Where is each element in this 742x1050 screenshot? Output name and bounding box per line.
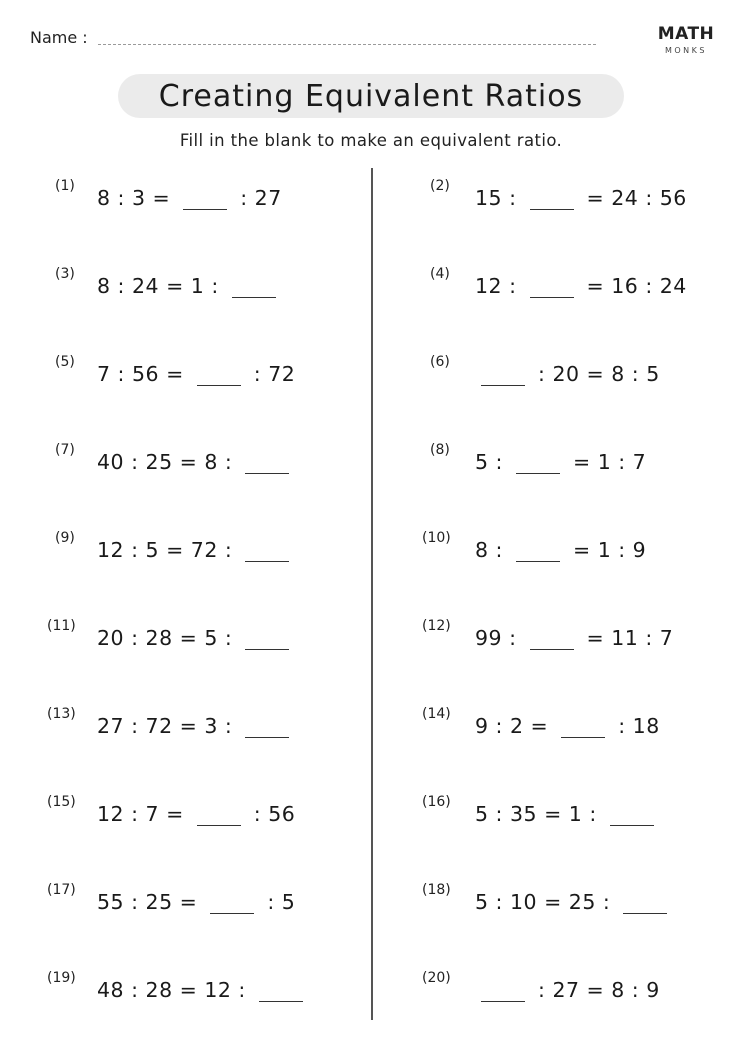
problem-expression	[97, 450, 295, 474]
expression-text: 8 : 3 =	[97, 186, 178, 210]
answer-blank[interactable]	[197, 365, 241, 386]
expression-text: 15 :	[475, 186, 524, 210]
expression-text: 5 :	[475, 450, 510, 474]
expression-text: = 1 : 7	[565, 450, 647, 474]
problem-number: (7)	[55, 442, 75, 458]
problem-number: (10)	[422, 530, 451, 546]
problem-number: (19)	[47, 970, 76, 986]
problem-expression	[475, 274, 687, 298]
expression-text: 12 :	[475, 274, 524, 298]
problem-expression	[475, 362, 660, 386]
name-field[interactable]	[98, 44, 596, 45]
problem-expression	[97, 362, 295, 386]
problem-expression	[97, 538, 295, 562]
expression-text: 5 : 10 = 25 :	[475, 890, 618, 914]
answer-blank[interactable]	[481, 981, 525, 1002]
answer-blank[interactable]	[245, 541, 289, 562]
answer-blank[interactable]	[245, 629, 289, 650]
problem-expression	[475, 626, 673, 650]
answer-blank[interactable]	[516, 541, 560, 562]
expression-text: 99 :	[475, 626, 524, 650]
problem-number: (6)	[430, 354, 450, 370]
expression-text: 5 : 35 = 1 :	[475, 802, 604, 826]
expression-text: : 20 = 8 : 5	[531, 362, 660, 386]
problem-number: (17)	[47, 882, 76, 898]
problem-expression	[97, 802, 295, 826]
expression-text: : 27	[233, 186, 282, 210]
problem-number: (11)	[47, 618, 76, 634]
answer-blank[interactable]	[210, 893, 254, 914]
math-monks-logo	[656, 26, 716, 55]
expression-text: = 1 : 9	[565, 538, 647, 562]
expression-text: 9 : 2 =	[475, 714, 556, 738]
expression-text: : 5	[260, 890, 296, 914]
answer-blank[interactable]	[197, 805, 241, 826]
logo-wordmark: MATH	[657, 24, 715, 44]
expression-text: 12 : 7 =	[97, 802, 191, 826]
problem-number: (5)	[55, 354, 75, 370]
problem-expression	[475, 538, 646, 562]
problem-expression	[97, 626, 295, 650]
answer-blank[interactable]	[530, 629, 574, 650]
column-divider	[371, 168, 373, 1020]
name-label: Name :	[30, 28, 88, 47]
problem-number: (2)	[430, 178, 450, 194]
problem-expression	[475, 890, 673, 914]
problem-expression	[475, 714, 660, 738]
answer-blank[interactable]	[561, 717, 605, 738]
expression-text: : 27 = 8 : 9	[531, 978, 660, 1002]
expression-text: 27 : 72 = 3 :	[97, 714, 240, 738]
answer-blank[interactable]	[183, 189, 227, 210]
expression-text: : 56	[246, 802, 296, 826]
answer-blank[interactable]	[259, 981, 303, 1002]
expression-text: 8 :	[475, 538, 510, 562]
expression-text: 20 : 28 = 5 :	[97, 626, 240, 650]
title-banner	[118, 74, 624, 118]
expression-text: : 72	[246, 362, 296, 386]
answer-blank[interactable]	[623, 893, 667, 914]
problem-number: (16)	[422, 794, 451, 810]
expression-text: 48 : 28 = 12 :	[97, 978, 253, 1002]
logo-subtitle: MONKS	[664, 46, 707, 55]
problem-number: (9)	[55, 530, 75, 546]
problem-expression	[475, 186, 687, 210]
problem-expression	[97, 714, 295, 738]
expression-text: = 11 : 7	[579, 626, 674, 650]
answer-blank[interactable]	[232, 277, 276, 298]
problem-expression	[97, 186, 282, 210]
problem-expression	[97, 978, 309, 1002]
problem-number: (3)	[55, 266, 75, 282]
problem-number: (4)	[430, 266, 450, 282]
answer-blank[interactable]	[610, 805, 654, 826]
problem-number: (14)	[422, 706, 451, 722]
instructions: Fill in the blank to make an equivalent ratio.	[179, 131, 563, 150]
expression-text: = 16 : 24	[579, 274, 687, 298]
expression-text: 55 : 25 =	[97, 890, 205, 914]
problem-expression	[97, 890, 295, 914]
expression-text: 40 : 25 = 8 :	[97, 450, 240, 474]
expression-text: = 24 : 56	[579, 186, 687, 210]
answer-blank[interactable]	[245, 453, 289, 474]
answer-blank[interactable]	[530, 277, 574, 298]
answer-blank[interactable]	[530, 189, 574, 210]
answer-blank[interactable]	[245, 717, 289, 738]
problem-expression	[475, 978, 660, 1002]
problem-number: (20)	[422, 970, 451, 986]
expression-text: 12 : 5 = 72 :	[97, 538, 240, 562]
problem-number: (13)	[47, 706, 76, 722]
problem-expression	[475, 802, 660, 826]
expression-text: 8 : 24 = 1 :	[97, 274, 226, 298]
expression-text: : 18	[611, 714, 660, 738]
problem-number: (8)	[430, 442, 450, 458]
problem-number: (18)	[422, 882, 451, 898]
answer-blank[interactable]	[481, 365, 525, 386]
answer-blank[interactable]	[516, 453, 560, 474]
problem-expression	[475, 450, 646, 474]
problem-number: (1)	[55, 178, 75, 194]
expression-text: 7 : 56 =	[97, 362, 191, 386]
problem-expression	[97, 274, 282, 298]
page-title: Creating Equivalent Ratios	[158, 78, 584, 114]
problem-number: (12)	[422, 618, 451, 634]
problem-number: (15)	[47, 794, 76, 810]
